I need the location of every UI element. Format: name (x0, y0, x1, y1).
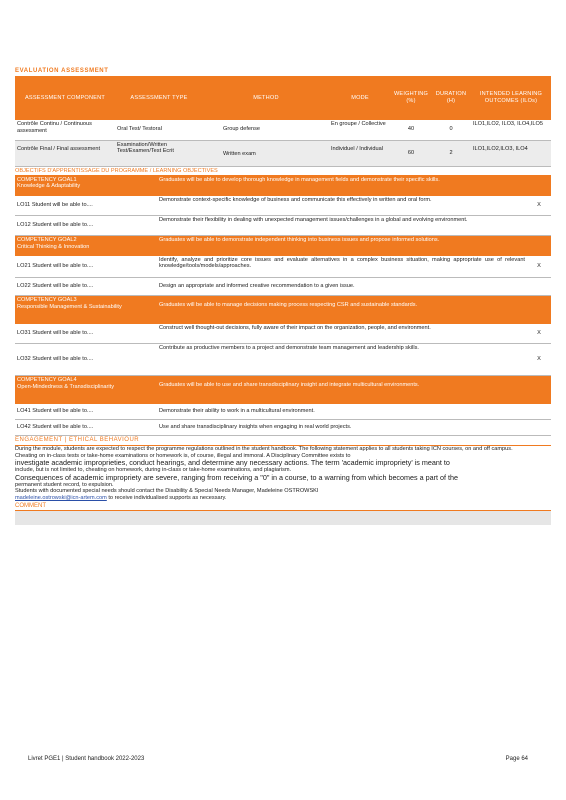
cell-weight: 60 (391, 140, 431, 166)
header-type: ASSESSMENT TYPE (115, 76, 203, 120)
page-footer (28, 756, 528, 762)
lo-mark: X (527, 256, 551, 278)
goal-text: Graduates will be able to develop thorough knowledge in management fields and demonstrate their specific skills. (157, 176, 551, 196)
header-mode: MODE (329, 76, 391, 120)
lo-mark (527, 420, 551, 436)
goal-row (15, 236, 551, 256)
disability-email-link[interactable]: madeleine.ostrowski@icn-artem.com (15, 494, 107, 501)
lo-row (15, 344, 551, 376)
goal-code: COMPETENCY GOAL3 (17, 297, 77, 303)
ethical-para: Consequences of academic impropriety are severe, ranging from receiving a "0" in a course, to a warning from which becomes a part of the (15, 472, 458, 482)
goal-name: Critical Thinking & Innovation (17, 243, 90, 250)
goal-code: COMPETENCY GOAL2 (17, 237, 77, 243)
cell-component: Contrôle Continu / Continuous assessment (15, 120, 115, 140)
comment-box (15, 511, 551, 525)
section-title: EVALUATION ASSESSMENT (15, 68, 109, 74)
goal-label (15, 376, 157, 404)
header-ilos: INTENDED LEARNING OUTCOMES (ILOs) (471, 76, 551, 120)
lo-id: LO22 Student will be able to.... (15, 278, 157, 296)
lo-mark (527, 404, 551, 420)
lo-row (15, 216, 551, 236)
ethical-para: Cheating on in-class tests or take-home examinations or homework is, of course, illegal and immoral. A Disciplinary Committee exists to (15, 452, 351, 459)
goal-name: Knowledge & Adaptability (17, 183, 81, 190)
objectives-table (15, 176, 551, 437)
lo-row (15, 324, 551, 344)
cell-component: Contrôle Final / Final assessment (15, 140, 115, 166)
goal-label (15, 236, 157, 256)
cell-type: Examination/Written Test/Examen/Test Ecrit (115, 140, 203, 166)
header-method: METHOD (203, 76, 329, 120)
page-number: Page 64 (505, 756, 528, 762)
ethical-para: permanent student record, to expulsion. (15, 481, 114, 488)
goal-label (15, 176, 157, 196)
goal-text: Graduates will be able to demonstrate independent thinking into business issues and propose informed solutions. (157, 236, 551, 256)
lo-mark (527, 216, 551, 236)
lo-text: Construct well thought-out decisions, fully aware of their impact on the organization, people, and environment. (157, 324, 527, 344)
ethical-para: investigate academic improprieties, conduct hearings, and determine any necessary actions. The term 'academic impropriety' is meant to (15, 458, 450, 468)
table-row (15, 140, 551, 166)
lo-id: LO31 Student will be able to.... (15, 324, 157, 344)
header-weighting: WEIGHTING (%) (391, 76, 431, 120)
table-row (15, 120, 551, 140)
comment-title: COMMENT (15, 502, 551, 511)
ethical-para: Students with documented special needs should contact the Disability & Special Needs Manager, Madeleine OSTROWSKI (15, 488, 319, 495)
lo-id: LO32 Student will be able to.... (15, 344, 157, 376)
lo-text: Use and share transdisciplinary insights when engaging in real world projects. (157, 420, 527, 436)
lo-row (15, 278, 551, 296)
lo-mark: X (527, 196, 551, 216)
page-content (15, 66, 551, 525)
lo-mark: X (527, 344, 551, 376)
cell-ilos: ILO1,ILO2, ILO3, ILO4,ILO5 (471, 120, 551, 140)
cell-method: Written exam (203, 140, 329, 166)
goal-row (15, 176, 551, 196)
lo-mark (527, 278, 551, 296)
lo-text: Demonstrate their flexibility in dealing with unexpected management issues/challenges in a global and evolving environment. (157, 216, 527, 236)
goal-code: COMPETENCY GOAL4 (17, 377, 77, 383)
goal-code: COMPETENCY GOAL1 (17, 176, 77, 183)
header-component: ASSESSMENT COMPONENT (15, 76, 115, 120)
cell-ilos: ILO1,ILO2,ILO3, ILO4 (471, 140, 551, 166)
ethical-title: ENGAGEMENT | ETHICAL BEHAVIOUR (15, 436, 551, 446)
cell-mode: Individuel / Individual (329, 140, 391, 166)
lo-text: Demonstrate their ability to work in a multicultural environment. (157, 404, 527, 420)
cell-duration: 0 (431, 120, 471, 140)
lo-row (15, 420, 551, 436)
lo-row (15, 256, 551, 278)
lo-text: Contribute as productive members to a project and demonstrate team management and leadership skills. (157, 344, 527, 376)
ethical-para: to receive individualised supports as necessary. (108, 494, 227, 501)
goal-label (15, 296, 157, 324)
goal-row (15, 376, 551, 404)
goal-name: Open-Mindedness & Transdisciplinarity (17, 383, 115, 390)
lo-id: LO41 Student will be able to.... (15, 404, 157, 420)
goal-text: Graduates will be able to use and share transdisciplinary insight and integrate multicultural environments. (157, 376, 551, 404)
lo-row (15, 196, 551, 216)
lo-id: LO42 Student will be able to.... (15, 420, 157, 436)
objectives-title: OBJECTIFS D'APPRENTISSAGE DU PROGRAMME / LEARNING OBJECTIVES (15, 167, 551, 176)
goal-name: Responsible Management & Sustainability (17, 303, 122, 310)
cell-method: Group defense (203, 120, 329, 140)
lo-row (15, 404, 551, 420)
lo-text: Identify, analyze and prioritize core issues and evaluate alternatives in a complex business situation, making appropriate use of relevant knowledge/tools/models/approaches. (157, 256, 527, 278)
ethical-para-contact (15, 495, 551, 502)
goal-text: Graduates will be able to manage decisions making process respecting CSR and sustainable standards. (157, 296, 551, 324)
lo-text: Design an appropriate and informed creative recommendation to a given issue. (157, 278, 527, 296)
footer-left: Livret PGE1 | Student handbook 2022-2023 (28, 756, 145, 762)
lo-mark: X (527, 324, 551, 344)
goal-row (15, 296, 551, 324)
lo-id: LO12 Student will be able to.... (15, 216, 157, 236)
ethical-para: include, but is not limited to, cheating on homework, during in-class or take-home examinations, and plagiarism. (15, 467, 292, 474)
cell-mode: En groupe / Collective (329, 120, 391, 140)
cell-weight: 40 (391, 120, 431, 140)
ethical-body (15, 446, 551, 502)
assessment-table (15, 76, 551, 167)
cell-duration: 2 (431, 140, 471, 166)
lo-id: LO11 Student will be able to.... (15, 196, 157, 216)
assessment-header-row (15, 76, 551, 120)
header-duration: DURATION (H) (431, 76, 471, 120)
lo-id: LO21 Student will be able to.... (15, 256, 157, 278)
ethical-para: During the module, students are expected to respect the programme regulations outlined in the student handbook. The following statement applies to all students taking ICN courses, on and off campus. (15, 446, 513, 452)
cell-type: Oral Test/ Testoral (115, 120, 203, 140)
lo-text: Demonstrate context-specific knowledge of business and communicate this effectively in written and oral form. (157, 196, 527, 216)
